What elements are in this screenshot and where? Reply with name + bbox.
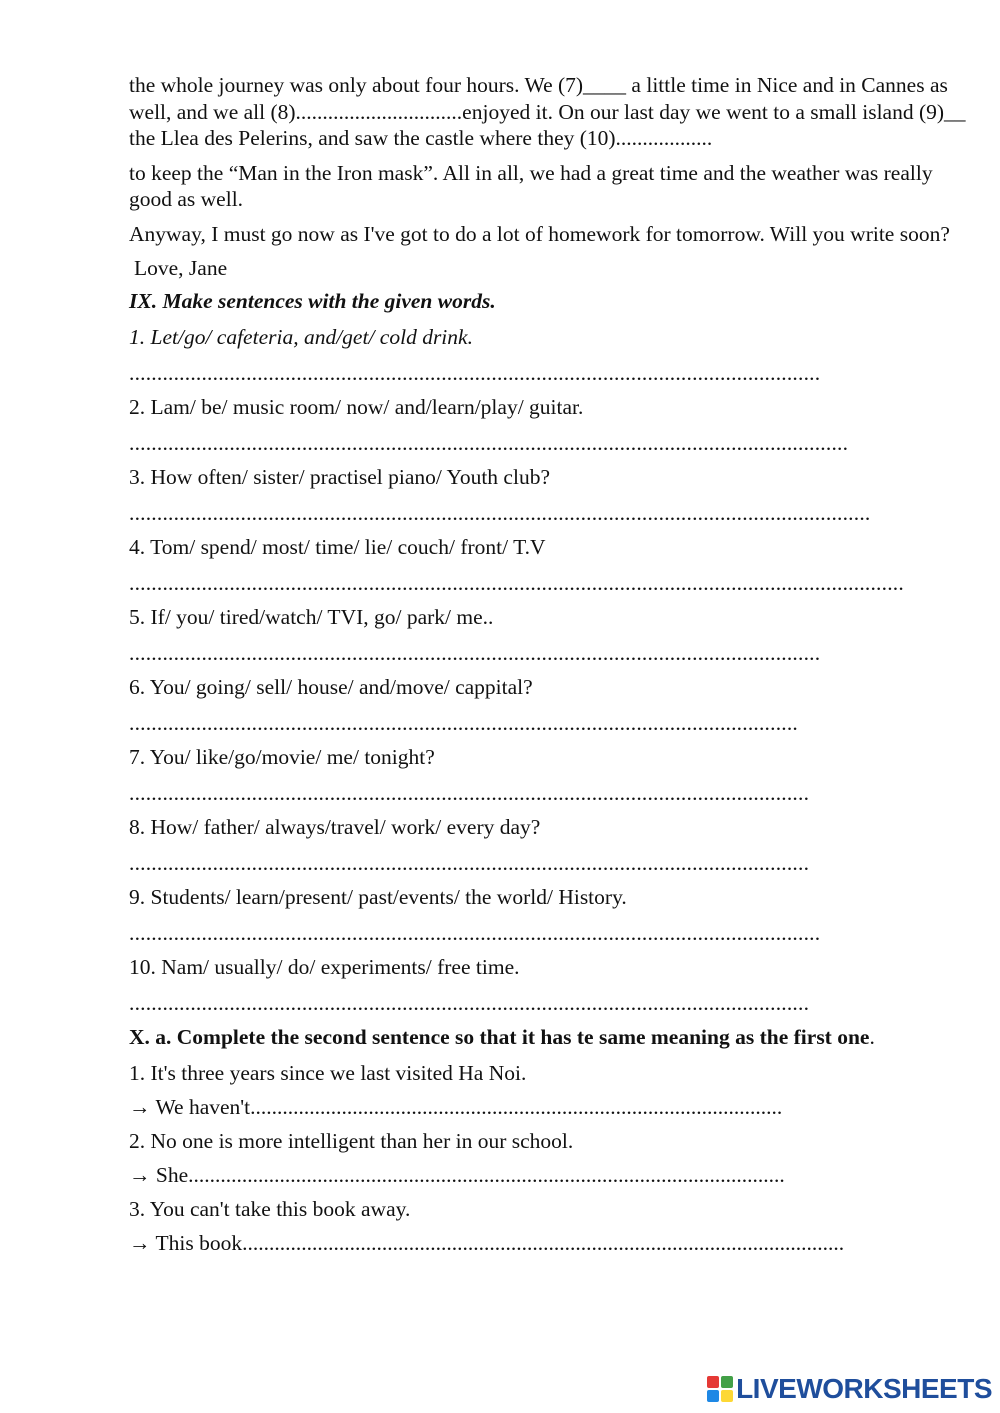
letter-paragraph-1: the whole journey was only about four hours. We (7)____ a little time in Nice and in Cannes as well, and we all (8)...............................enjoyed it. On our last day we went to a small island (9)__ the Llea des Pelerins, and saw the castle where they (10).................. xyxy=(129,73,966,150)
logo-square-red xyxy=(707,1376,719,1388)
answer-line[interactable]: ................................................................................................................................. xyxy=(129,430,849,455)
exercise-prompt: 7. You/ like/go/movie/ me/ tonight? xyxy=(129,744,435,769)
rewrite-answer-line[interactable]: → She............................................................................................................... xyxy=(129,1162,785,1187)
logo-mark-icon xyxy=(707,1376,733,1402)
section-10-title-period: . xyxy=(869,1024,875,1049)
answer-line[interactable]: .......................................................................................................................... xyxy=(129,850,810,875)
answer-line[interactable]: ..................................................................................................................................... xyxy=(129,500,871,525)
section-10-list xyxy=(129,1060,974,1256)
rewrite-sentence: 2. No one is more intelligent than her in our school. xyxy=(129,1128,574,1153)
logo-square-green xyxy=(721,1376,733,1388)
answer-line[interactable]: ............................................................................................................................ xyxy=(129,920,821,945)
exercise-prompt: 1. Let/go/ cafeteria, and/get/ cold drink. xyxy=(129,324,473,349)
rewrite-sentence: 3. You can't take this book away. xyxy=(129,1196,411,1221)
answer-line[interactable]: ........................................................................................................................ xyxy=(129,710,798,735)
letter-paragraph-2: to keep the “Man in the Iron mask”. All in all, we had a great time and the weather was really good as well. xyxy=(129,160,933,211)
answer-line[interactable]: .......................................................................................................................... xyxy=(129,990,810,1015)
section-9-title: IX. Make sentences with the given words. xyxy=(129,288,496,313)
answer-line[interactable]: ........................................................................................................................................... xyxy=(129,570,904,595)
section-10-title xyxy=(129,1024,974,1050)
worksheet-page xyxy=(129,72,974,1264)
exercise-prompt: 5. If/ you/ tired/watch/ TVI, go/ park/ me.. xyxy=(129,604,494,629)
exercise-prompt: 10. Nam/ usually/ do/ experiments/ free time. xyxy=(129,954,520,979)
rewrite-sentence: 1. It's three years since we last visited Ha Noi. xyxy=(129,1060,527,1085)
logo-wordmark: LIVEWORKSHEETS xyxy=(736,1373,992,1404)
exercise-prompt: 6. You/ going/ sell/ house/ and/move/ cappital? xyxy=(129,674,533,699)
answer-line[interactable]: .......................................................................................................................... xyxy=(129,780,810,805)
exercise-prompt: 8. How/ father/ always/travel/ work/ every day? xyxy=(129,814,541,839)
answer-line[interactable]: ............................................................................................................................ xyxy=(129,640,821,665)
letter-paragraph-3: Anyway, I must go now as I've got to do a lot of homework for tomorrow. Will you write soon? xyxy=(129,221,950,246)
logo-square-yellow xyxy=(721,1390,733,1402)
liveworksheets-logo xyxy=(707,1373,992,1405)
exercise-prompt: 9. Students/ learn/present/ past/events/ the world/ History. xyxy=(129,884,627,909)
exercise-prompt: 2. Lam/ be/ music room/ now/ and/learn/play/ guitar. xyxy=(129,394,584,419)
letter-signoff: Love, Jane xyxy=(134,256,228,280)
answer-line[interactable]: ............................................................................................................................ xyxy=(129,360,821,385)
rewrite-answer-line[interactable]: → This book................................................................................................................ xyxy=(129,1230,845,1255)
rewrite-answer-line[interactable]: → We haven't................................................................................................... xyxy=(129,1094,783,1119)
section-9-list xyxy=(129,324,974,1016)
exercise-prompt: 4. Tom/ spend/ most/ time/ lie/ couch/ front/ T.V xyxy=(129,534,546,559)
exercise-prompt: 3. How often/ sister/ practisel piano/ Youth club? xyxy=(129,464,550,489)
logo-square-blue xyxy=(707,1390,719,1402)
section-10-title-text: X. a. Complete the second sentence so that it has te same meaning as the first one xyxy=(129,1024,870,1049)
